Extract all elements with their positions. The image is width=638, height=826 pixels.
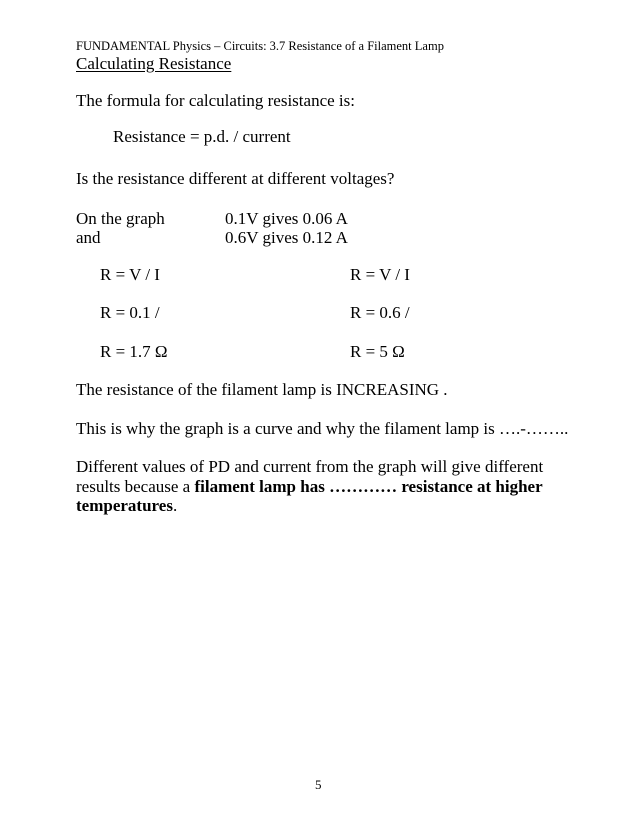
page-header: FUNDAMENTAL Physics – Circuits: 3.7 Resistance of a Filament Lamp [76, 39, 444, 53]
section-title: Calculating Resistance [76, 54, 232, 73]
resistance-conclusion: The resistance of the filament lamp is INCREASING . [76, 380, 448, 399]
page-number: 5 [315, 777, 322, 792]
final-paragraph-bold-text: filament lamp has ………… resistance at higher [194, 477, 543, 496]
final-paragraph-line-3 [76, 496, 177, 516]
curve-statement: This is why the graph is a curve and why the filament lamp is ….-…….. [76, 419, 569, 438]
calc-right-substitution: R = 0.6 / [350, 303, 410, 322]
final-paragraph-period: . [172, 496, 178, 515]
calc-right-result: R = 5 Ω [350, 342, 405, 361]
calc-left-result: R = 1.7 Ω [100, 342, 168, 361]
resistance-formula: Resistance = p.d. / current [113, 127, 291, 146]
calc-left-substitution: R = 0.1 / [100, 303, 160, 322]
final-paragraph-plain-text: results because a [76, 477, 195, 496]
formula-intro: The formula for calculating resistance is: [76, 91, 355, 110]
graph-reading-label-2: and [76, 228, 101, 247]
graph-reading-label-1: On the graph [76, 209, 165, 228]
calc-right-ohms-law: R = V / I [350, 265, 410, 284]
calc-left-ohms-law: R = V / I [100, 265, 160, 284]
final-paragraph-bold-end: temperatures [76, 496, 173, 515]
graph-reading-value-1: 0.1V gives 0.06 A [225, 209, 348, 228]
final-paragraph-line-2 [76, 477, 543, 497]
graph-reading-value-2: 0.6V gives 0.12 A [225, 228, 348, 247]
final-paragraph-line-1: Different values of PD and current from the graph will give different [76, 457, 544, 476]
voltage-question: Is the resistance different at different voltages? [76, 169, 395, 188]
